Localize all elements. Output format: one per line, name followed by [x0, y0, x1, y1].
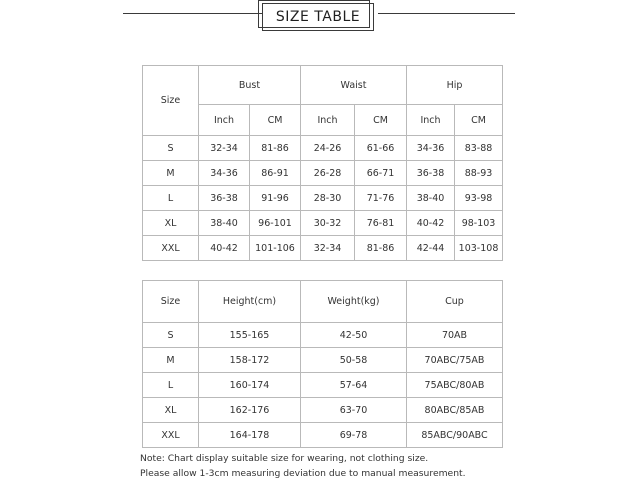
table-cell: 69-78	[301, 423, 407, 448]
height-header: Height(cm)	[199, 281, 301, 323]
size-cell: L	[143, 186, 199, 211]
table-cell: 40-42	[199, 236, 250, 261]
table-cell: 26-28	[301, 161, 355, 186]
table-cell: 34-36	[407, 136, 455, 161]
table-cell: 71-76	[355, 186, 407, 211]
header-rule-right	[378, 13, 515, 14]
table-cell: 63-70	[301, 398, 407, 423]
table-cell: 101-106	[250, 236, 301, 261]
bust-header: Bust	[199, 66, 301, 105]
table-cell: 96-101	[250, 211, 301, 236]
table-row	[143, 186, 503, 211]
table-cell: 86-91	[250, 161, 301, 186]
table-cell: 70AB	[407, 323, 503, 348]
table-cell: 93-98	[455, 186, 503, 211]
table-cell: 158-172	[199, 348, 301, 373]
weight-header: Weight(kg)	[301, 281, 407, 323]
table-cell: 24-26	[301, 136, 355, 161]
table-cell: 30-32	[301, 211, 355, 236]
table-cell: 40-42	[407, 211, 455, 236]
table-cell: 164-178	[199, 423, 301, 448]
table-cell: 75ABC/80AB	[407, 373, 503, 398]
cup-header: Cup	[407, 281, 503, 323]
table-cell: 36-38	[407, 161, 455, 186]
table-cell: 42-50	[301, 323, 407, 348]
table-cell: 88-93	[455, 161, 503, 186]
table-cell: 34-36	[199, 161, 250, 186]
table-cell: 32-34	[301, 236, 355, 261]
size-cell: XXL	[143, 423, 199, 448]
unit-cm: CM	[455, 105, 503, 136]
table-row	[143, 373, 503, 398]
table-row	[143, 161, 503, 186]
table-cell: 81-86	[250, 136, 301, 161]
table-cell: 85ABC/90ABC	[407, 423, 503, 448]
table-cell: 66-71	[355, 161, 407, 186]
table-cell: 80ABC/85AB	[407, 398, 503, 423]
table-cell: 32-34	[199, 136, 250, 161]
table-row	[143, 136, 503, 161]
hip-header: Hip	[407, 66, 503, 105]
page-title: SIZE TABLE	[275, 9, 361, 25]
size-header: Size	[143, 281, 199, 323]
table-cell: 76-81	[355, 211, 407, 236]
table-row	[143, 348, 503, 373]
table-cell: 155-165	[199, 323, 301, 348]
table-cell: 103-108	[455, 236, 503, 261]
table-cell: 57-64	[301, 373, 407, 398]
table-cell: 42-44	[407, 236, 455, 261]
table-cell: 83-88	[455, 136, 503, 161]
table-cell: 162-176	[199, 398, 301, 423]
table-row	[143, 423, 503, 448]
size-cell: S	[143, 323, 199, 348]
size-cell: L	[143, 373, 199, 398]
table-cell: 160-174	[199, 373, 301, 398]
height-weight-cup-table	[142, 280, 503, 448]
unit-inch: Inch	[407, 105, 455, 136]
table-cell: 61-66	[355, 136, 407, 161]
note-line-1: Note: Chart display suitable size for wearing, not clothing size.	[140, 453, 429, 464]
unit-inch: Inch	[301, 105, 355, 136]
table-cell: 36-38	[199, 186, 250, 211]
table-cell: 28-30	[301, 186, 355, 211]
size-cell: M	[143, 348, 199, 373]
size-header: Size	[143, 66, 199, 136]
table-row	[143, 236, 503, 261]
waist-header: Waist	[301, 66, 407, 105]
body-measurement-table	[142, 65, 503, 261]
size-cell: XXL	[143, 236, 199, 261]
table-cell: 98-103	[455, 211, 503, 236]
unit-inch: Inch	[199, 105, 250, 136]
unit-cm: CM	[250, 105, 301, 136]
table-cell: 91-96	[250, 186, 301, 211]
table-row	[143, 211, 503, 236]
size-cell: XL	[143, 398, 199, 423]
size-cell: XL	[143, 211, 199, 236]
table-cell: 81-86	[355, 236, 407, 261]
table-cell: 38-40	[407, 186, 455, 211]
unit-cm: CM	[355, 105, 407, 136]
size-cell: S	[143, 136, 199, 161]
table-cell: 50-58	[301, 348, 407, 373]
table-row	[143, 323, 503, 348]
size-cell: M	[143, 161, 199, 186]
note-line-2: Please allow 1-3cm measuring deviation due to manual measurement.	[140, 468, 466, 479]
header-rule-left	[123, 13, 262, 14]
table-cell: 70ABC/75AB	[407, 348, 503, 373]
table-row	[143, 398, 503, 423]
table-cell: 38-40	[199, 211, 250, 236]
title-frame	[262, 3, 374, 31]
